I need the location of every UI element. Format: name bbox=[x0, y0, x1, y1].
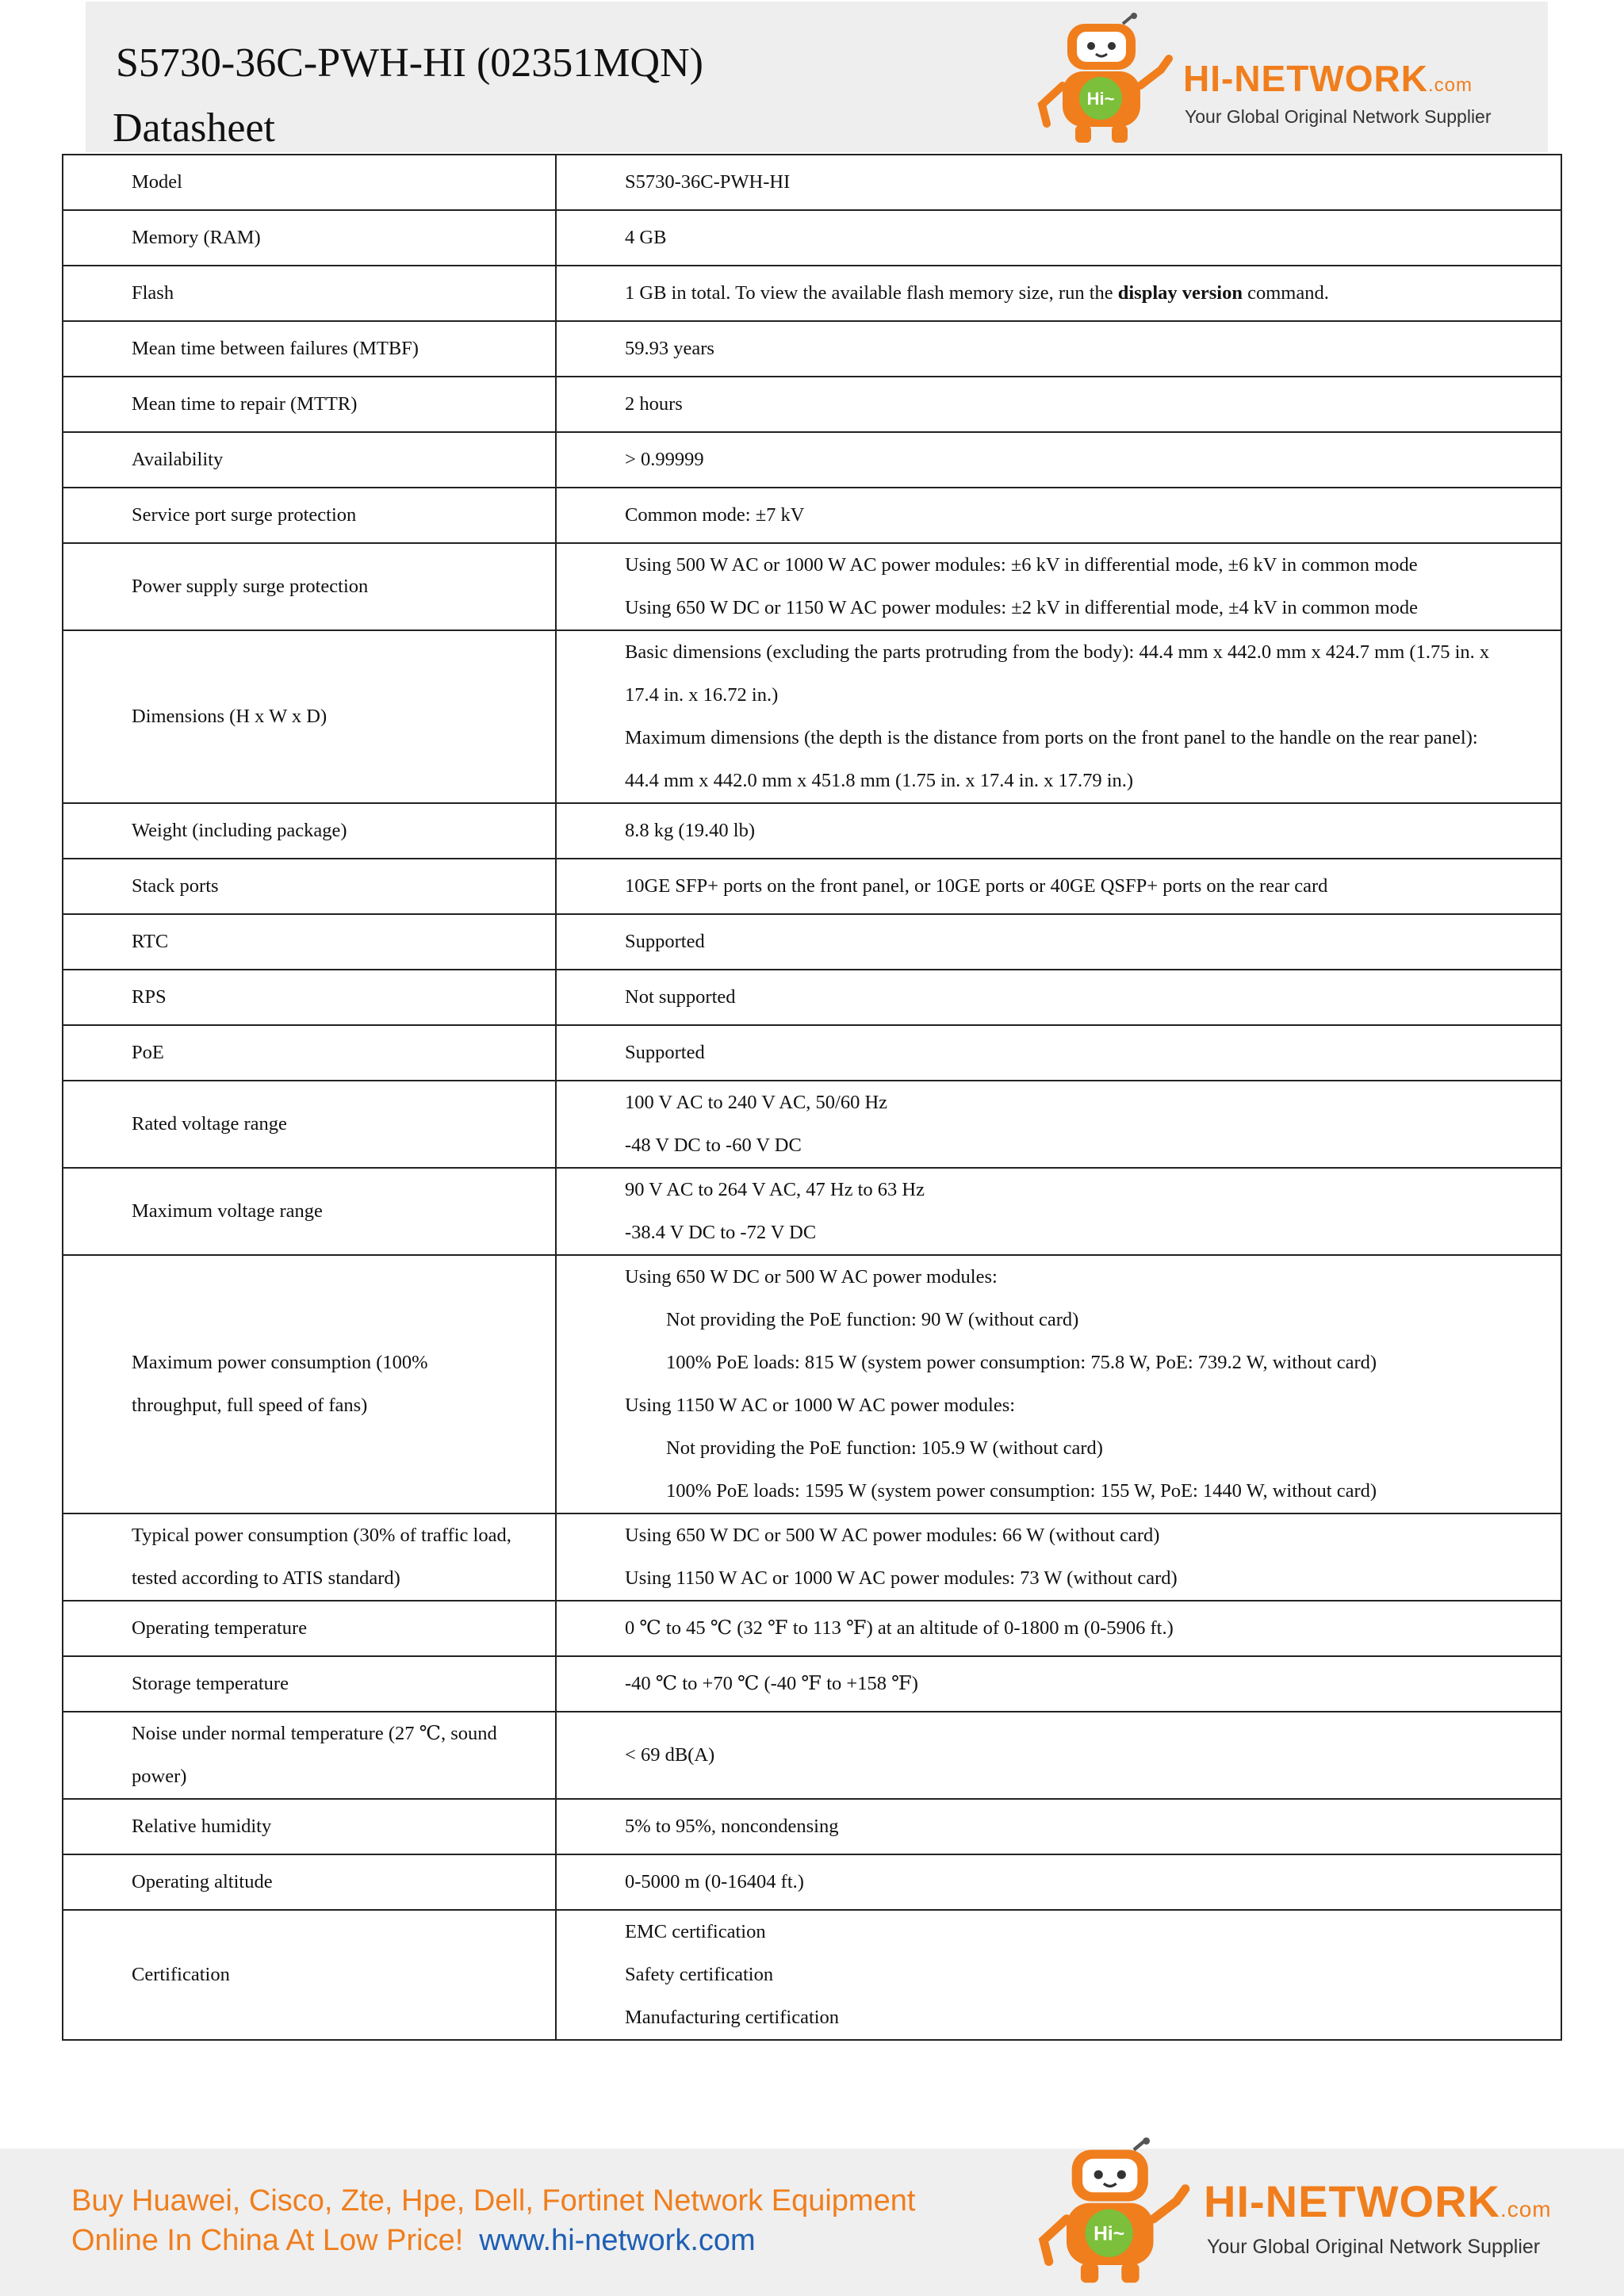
spec-row bbox=[63, 1025, 1561, 1081]
spec-label: Dimensions (H x W x D) bbox=[132, 706, 327, 727]
spec-value-cell bbox=[556, 1656, 1561, 1712]
spec-row bbox=[63, 488, 1561, 543]
spec-value-cell bbox=[556, 321, 1561, 377]
spec-label-cell bbox=[63, 543, 556, 630]
spec-label-cell bbox=[63, 803, 556, 859]
spec-value: Supported bbox=[625, 1042, 705, 1063]
spec-value: EMC certification bbox=[625, 1921, 766, 1942]
logo-brand: HI-NETWORK.com bbox=[1183, 58, 1473, 99]
page-title: S5730-36C-PWH-HI (02351MQN) bbox=[116, 40, 703, 86]
spec-value: > 0.99999 bbox=[625, 449, 704, 470]
spec-label-cell bbox=[63, 914, 556, 970]
spec-label: Mean time to repair (MTTR) bbox=[132, 393, 358, 415]
spec-value: Using 1150 W AC or 1000 W AC power modules: bbox=[625, 1395, 1016, 1416]
spec-row bbox=[63, 266, 1561, 321]
spec-value-cell bbox=[556, 266, 1561, 321]
logo-brand: HI-NETWORK.com bbox=[1204, 2176, 1552, 2226]
spec-value-cell bbox=[556, 488, 1561, 543]
spec-label: Storage temperature bbox=[132, 1673, 289, 1694]
spec-row bbox=[63, 1712, 1561, 1799]
spec-label-cell bbox=[63, 488, 556, 543]
spec-label-cell bbox=[63, 1854, 556, 1910]
spec-value-cell bbox=[556, 630, 1561, 803]
robot-badge-text: Hi~ bbox=[1086, 89, 1115, 109]
spec-value: Using 650 W DC or 1150 W AC power modules: ±2 kV in differential mode, ±4 kV in common mode bbox=[625, 597, 1419, 618]
spec-value-cell bbox=[556, 1910, 1561, 2040]
footer-logo bbox=[1025, 2137, 1580, 2288]
spec-value: 100 V AC to 240 V AC, 50/60 Hz bbox=[625, 1092, 888, 1113]
spec-label-cell bbox=[63, 321, 556, 377]
command-name: display version bbox=[1117, 282, 1243, 304]
spec-row bbox=[63, 859, 1561, 914]
spec-value-cell bbox=[556, 1513, 1561, 1601]
spec-label-cell bbox=[63, 155, 556, 210]
footer-promo-line2 bbox=[71, 2221, 756, 2260]
spec-label: PoE bbox=[132, 1042, 164, 1063]
spec-value: Not providing the PoE function: 90 W (without card) bbox=[666, 1309, 1079, 1330]
spec-label: Operating temperature bbox=[132, 1617, 308, 1639]
spec-value: Common mode: ±7 kV bbox=[625, 504, 805, 526]
spec-row bbox=[63, 1601, 1561, 1656]
spec-row bbox=[63, 543, 1561, 630]
spec-value: Manufacturing certification bbox=[625, 2007, 840, 2028]
spec-label-cell bbox=[63, 377, 556, 432]
spec-row bbox=[63, 1799, 1561, 1854]
spec-label: tested according to ATIS standard) bbox=[132, 1567, 400, 1589]
spec-value-cell bbox=[556, 803, 1561, 859]
spec-label: Operating altitude bbox=[132, 1871, 273, 1892]
spec-value-cell bbox=[556, 432, 1561, 488]
spec-value-cell bbox=[556, 1854, 1561, 1910]
spec-row bbox=[63, 1854, 1561, 1910]
spec-label: Relative humidity bbox=[132, 1816, 272, 1837]
spec-label: Maximum power consumption (100% bbox=[132, 1352, 428, 1373]
spec-label: Mean time between failures (MTBF) bbox=[132, 338, 419, 359]
spec-label-cell bbox=[63, 630, 556, 803]
spec-value-cell bbox=[556, 1255, 1561, 1513]
spec-label-cell bbox=[63, 1168, 556, 1255]
spec-value: Supported bbox=[625, 931, 705, 952]
footer-promo-line1: Buy Huawei, Cisco, Zte, Hpe, Dell, Fortinet Network Equipment bbox=[71, 2184, 916, 2218]
spec-row bbox=[63, 1910, 1561, 2040]
spec-value: S5730-36C-PWH-HI bbox=[625, 171, 791, 193]
spec-value-cell bbox=[556, 914, 1561, 970]
spec-label: Noise under normal temperature (27 ℃, sound bbox=[132, 1723, 497, 1744]
spec-row bbox=[63, 970, 1561, 1025]
spec-value: 4 GB bbox=[625, 227, 667, 248]
spec-value-cell bbox=[556, 1799, 1561, 1854]
spec-label-cell bbox=[63, 1255, 556, 1513]
spec-row bbox=[63, 914, 1561, 970]
spec-label-cell bbox=[63, 432, 556, 488]
spec-value-cell bbox=[556, 1712, 1561, 1799]
logo-tagline: Your Global Original Network Supplier bbox=[1207, 2236, 1541, 2258]
spec-value-cell bbox=[556, 210, 1561, 266]
spec-value: 8.8 kg (19.40 lb) bbox=[625, 820, 755, 841]
spec-value: 59.93 years bbox=[625, 338, 714, 359]
spec-row bbox=[63, 1656, 1561, 1712]
spec-label: Typical power consumption (30% of traffic load, bbox=[132, 1525, 511, 1546]
spec-value: < 69 dB(A) bbox=[625, 1744, 715, 1766]
spec-row bbox=[63, 1081, 1561, 1168]
spec-label-cell bbox=[63, 1081, 556, 1168]
spec-row bbox=[63, 1168, 1561, 1255]
spec-value: 10GE SFP+ ports on the front panel, or 10GE ports or 40GE QSFP+ ports on the rear card bbox=[625, 875, 1328, 897]
spec-label: Rated voltage range bbox=[132, 1113, 287, 1135]
spec-value: Using 650 W DC or 500 W AC power modules: 66 W (without card) bbox=[625, 1525, 1160, 1546]
spec-label-cell bbox=[63, 1910, 556, 2040]
spec-value: -40 ℃ to +70 ℃ (-40 ℉ to +158 ℉) bbox=[625, 1673, 918, 1694]
spec-row bbox=[63, 1513, 1561, 1601]
spec-value: Safety certification bbox=[625, 1964, 774, 1985]
spec-value: 100% PoE loads: 815 W (system power consumption: 75.8 W, PoE: 739.2 W, without card) bbox=[666, 1352, 1377, 1373]
robot-mascot-icon bbox=[1028, 13, 1178, 147]
spec-value-cell bbox=[556, 1601, 1561, 1656]
spec-label: Memory (RAM) bbox=[132, 227, 261, 248]
spec-value: Using 500 W AC or 1000 W AC power modules: ±6 kV in differential mode, ±6 kV in common mode bbox=[625, 554, 1418, 576]
spec-value: 0-5000 m (0-16404 ft.) bbox=[625, 1871, 804, 1892]
spec-value: 5% to 95%, noncondensing bbox=[625, 1816, 839, 1837]
logo-tagline: Your Global Original Network Supplier bbox=[1185, 106, 1492, 127]
spec-value: Basic dimensions (excluding the parts protruding from the body): 44.4 mm x 442.0 mm x 424.7 mm (1.75 in. x bbox=[625, 641, 1490, 663]
spec-value-cell bbox=[556, 1168, 1561, 1255]
spec-label: Certification bbox=[132, 1964, 230, 1985]
spec-label: RPS bbox=[132, 986, 167, 1008]
spec-label: power) bbox=[132, 1766, 187, 1787]
spec-value: Not providing the PoE function: 105.9 W (without card) bbox=[666, 1437, 1103, 1459]
spec-table bbox=[62, 154, 1562, 2041]
spec-row bbox=[63, 377, 1561, 432]
spec-row bbox=[63, 630, 1561, 803]
spec-label-cell bbox=[63, 1601, 556, 1656]
spec-label-cell bbox=[63, 859, 556, 914]
spec-value-cell bbox=[556, 1081, 1561, 1168]
spec-value-cell bbox=[556, 155, 1561, 210]
spec-label: Model bbox=[132, 171, 182, 193]
spec-value-cell bbox=[556, 543, 1561, 630]
spec-label: Maximum voltage range bbox=[132, 1200, 323, 1222]
robot-badge-text: Hi~ bbox=[1094, 2223, 1125, 2245]
spec-label: Weight (including package) bbox=[132, 820, 347, 841]
spec-value: 90 V AC to 264 V AC, 47 Hz to 63 Hz bbox=[625, 1179, 925, 1200]
spec-label-cell bbox=[63, 1799, 556, 1854]
spec-value: 1 GB in total. To view the available flash memory size, run the display version command. bbox=[625, 282, 1329, 304]
spec-label-cell bbox=[63, 970, 556, 1025]
spec-value: Not supported bbox=[625, 986, 736, 1008]
spec-value: -38.4 V DC to -72 V DC bbox=[625, 1222, 817, 1243]
spec-row bbox=[63, 1255, 1561, 1513]
spec-label-cell bbox=[63, 1712, 556, 1799]
spec-label-cell bbox=[63, 1513, 556, 1601]
spec-value: Using 1150 W AC or 1000 W AC power modules: 73 W (without card) bbox=[625, 1567, 1178, 1589]
spec-value-cell bbox=[556, 377, 1561, 432]
spec-row bbox=[63, 321, 1561, 377]
spec-value-cell bbox=[556, 1025, 1561, 1081]
spec-label: Flash bbox=[132, 282, 174, 304]
spec-value: 44.4 mm x 442.0 mm x 451.8 mm (1.75 in. x 17.4 in. x 17.79 in.) bbox=[625, 770, 1134, 791]
spec-label-cell bbox=[63, 210, 556, 266]
spec-value: 17.4 in. x 16.72 in.) bbox=[625, 684, 779, 706]
spec-label: throughput, full speed of fans) bbox=[132, 1395, 368, 1416]
footer-url-link[interactable]: www.hi-network.com bbox=[479, 2224, 756, 2257]
spec-value: Using 650 W DC or 500 W AC power modules: bbox=[625, 1266, 998, 1288]
spec-label: Availability bbox=[132, 449, 224, 470]
spec-row bbox=[63, 432, 1561, 488]
spec-label: Power supply surge protection bbox=[132, 576, 369, 597]
spec-label-cell bbox=[63, 1656, 556, 1712]
spec-value: Maximum dimensions (the depth is the distance from ports on the front panel to the handle on the rear panel): bbox=[625, 727, 1478, 748]
robot-mascot-icon bbox=[1025, 2137, 1199, 2288]
spec-row bbox=[63, 803, 1561, 859]
spec-value: 100% PoE loads: 1595 W (system power consumption: 155 W, PoE: 1440 W, without card) bbox=[666, 1480, 1377, 1502]
spec-value-cell bbox=[556, 859, 1561, 914]
footer-promo-text: Online In China At Low Price! bbox=[71, 2224, 464, 2257]
spec-value: -48 V DC to -60 V DC bbox=[625, 1135, 802, 1156]
spec-label: RTC bbox=[132, 931, 169, 952]
spec-label-cell bbox=[63, 1025, 556, 1081]
spec-label: Service port surge protection bbox=[132, 504, 357, 526]
header-logo bbox=[1028, 13, 1519, 147]
page-subtitle: Datasheet bbox=[113, 105, 276, 151]
spec-value: 0 ℃ to 45 ℃ (32 ℉ to 113 ℉) at an altitude of 0-1800 m (0-5906 ft.) bbox=[625, 1617, 1174, 1639]
spec-row bbox=[63, 155, 1561, 210]
spec-value-cell bbox=[556, 970, 1561, 1025]
spec-row bbox=[63, 210, 1561, 266]
spec-label: Stack ports bbox=[132, 875, 219, 897]
spec-label-cell bbox=[63, 266, 556, 321]
spec-value: 2 hours bbox=[625, 393, 683, 415]
